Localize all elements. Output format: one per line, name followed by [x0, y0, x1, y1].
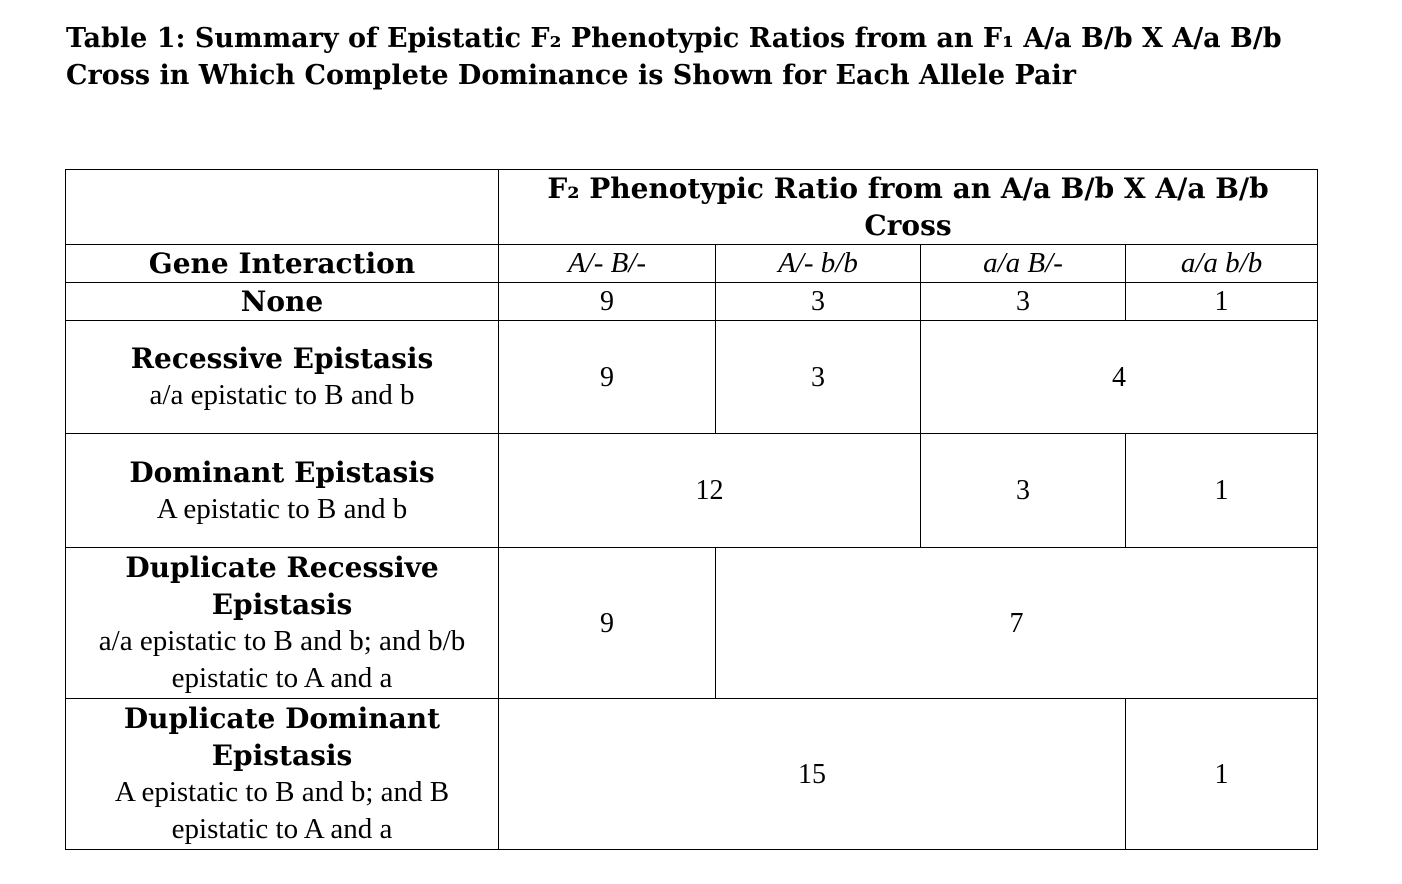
ratio-cell: 1 — [1126, 283, 1318, 321]
ratio-cell: 1 — [1126, 434, 1318, 548]
row-header — [66, 321, 499, 434]
row-title: Recessive Epistasis — [130, 342, 434, 375]
ratio-cell: 9 — [499, 321, 716, 434]
row-header — [66, 434, 499, 548]
ratio-cell: 1 — [1126, 699, 1318, 850]
table-header-row-1 — [66, 170, 1318, 245]
column-header-genotype: a/a b/b — [1126, 245, 1318, 283]
ratio-cell: 9 — [499, 548, 716, 699]
row-header — [66, 548, 499, 699]
table-row-dominant-epistasis — [66, 434, 1318, 548]
row-title: Dominant Epistasis — [129, 455, 435, 489]
row-subtitle: A epistatic to B and b; and B epistatic to A and a — [114, 776, 450, 845]
ratio-cell: 3 — [716, 283, 921, 321]
row-subtitle: a/a epistatic to B and b — [149, 379, 415, 411]
column-header-genotype: A/- b/b — [716, 245, 921, 283]
ratio-cell: 3 — [921, 283, 1126, 321]
row-header — [66, 699, 499, 850]
table-row-recessive-epistasis — [66, 321, 1318, 434]
header-empty-corner — [66, 170, 499, 245]
ratio-cell: 3 — [716, 321, 921, 434]
table-row-none — [66, 283, 1318, 321]
row-title: Duplicate Dominant Epistasis — [123, 702, 441, 772]
ratio-cell: 9 — [499, 283, 716, 321]
table-caption — [66, 20, 1346, 94]
table-row-duplicate-dominant-epistasis — [66, 699, 1318, 850]
ratio-cell: 3 — [921, 434, 1126, 548]
row-title: None — [240, 285, 324, 318]
epistasis-ratio-table — [65, 169, 1318, 850]
group-header: F₂ Phenotypic Ratio from an A/a B/b X A/a B/b Cross — [499, 170, 1318, 245]
ratio-cell: 12 — [499, 434, 921, 548]
table-caption-line-1: Table 1: Summary of Epistatic F₂ Phenotypic Ratios from an F₁ A/a B/b X A/a B/b — [66, 23, 1282, 54]
table-row-duplicate-recessive-epistasis — [66, 548, 1318, 699]
table-header-row-2 — [66, 245, 1318, 283]
ratio-cell: 4 — [921, 321, 1318, 434]
row-title: Duplicate Recessive Epistasis — [125, 551, 439, 621]
table-caption-line-2: Cross in Which Complete Dominance is Shown for Each Allele Pair — [66, 60, 1077, 91]
row-subtitle: A epistatic to B and b — [156, 492, 408, 525]
ratio-cell: 7 — [716, 548, 1318, 699]
row-subtitle: a/a epistatic to B and b; and b/b epistatic to A and a — [98, 625, 466, 694]
row-header — [66, 283, 499, 321]
ratio-cell: 15 — [499, 699, 1126, 850]
column-header-genotype: a/a B/- — [921, 245, 1126, 283]
gene-interaction-header: Gene Interaction — [66, 245, 499, 283]
column-header-genotype: A/- B/- — [499, 245, 716, 283]
